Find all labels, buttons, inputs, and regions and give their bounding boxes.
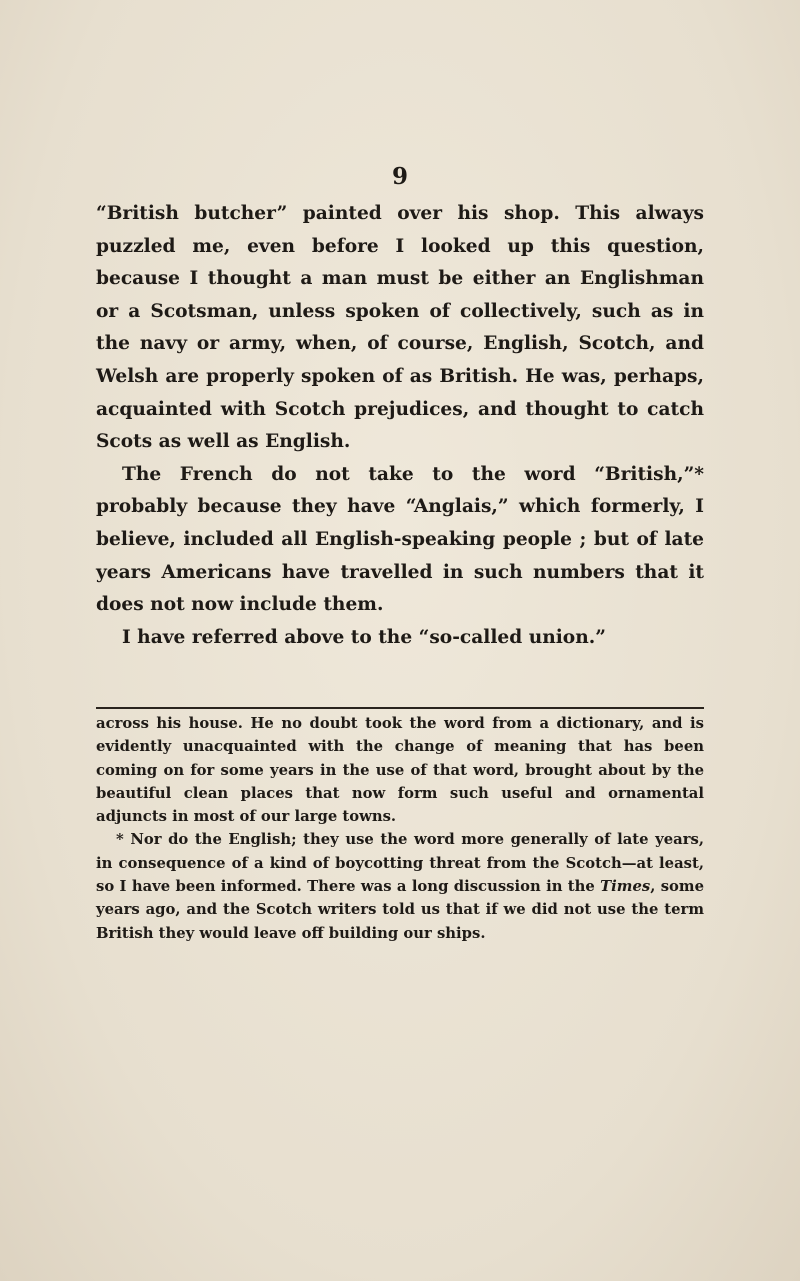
footnotes <box>96 712 704 945</box>
footnote-marker: * <box>116 831 124 849</box>
paragraph-1: “British butcher” painted over his shop. This always puzzled me, even before I looked up this question, because I thought a man must be either an Englishman or a Scotsman, unless spoken of collectively, such as in the navy or army, when, of course, English, Scotch, and Welsh are properly spoken of as British. He was, perhaps, acquainted with Scotch prejudices, and thought to catch Scots as well as English. <box>96 203 704 453</box>
footnote-text-before: Nor do the English; they use the word more generally of late years, in consequence of a kind of boycotting threat from the Scotch—at least, so I have been informed. There was a long discussion in the <box>96 831 704 896</box>
paragraph-3: I have referred above to the “so-called union.” <box>122 626 606 648</box>
footnote-text-after: , some years ago, and the Scotch writers told us that if we did not use the term British they would leave off building our ships. <box>96 878 704 942</box>
footnote-divider <box>96 707 704 709</box>
footnote-italic-title: Times <box>600 878 651 896</box>
main-text <box>96 198 704 654</box>
paragraph-2: The French do not take to the word “British,”* probably because they have “Anglais,” which formerly, I believe, included all English-speaking people ; but of late years Americans have travelled in such numbers that it does not now include them. <box>96 463 704 616</box>
page-number: 9 <box>391 163 408 190</box>
footnote-star <box>96 828 704 944</box>
footnote-continuation: across his house. He no doubt took the word from a dictionary, and is evidently unacquainted with the change of meaning that has been coming on for some years in the use of that word, brought about by the beautiful clean places that now form such useful and ornamental adjuncts in most of our large towns. <box>96 715 704 826</box>
